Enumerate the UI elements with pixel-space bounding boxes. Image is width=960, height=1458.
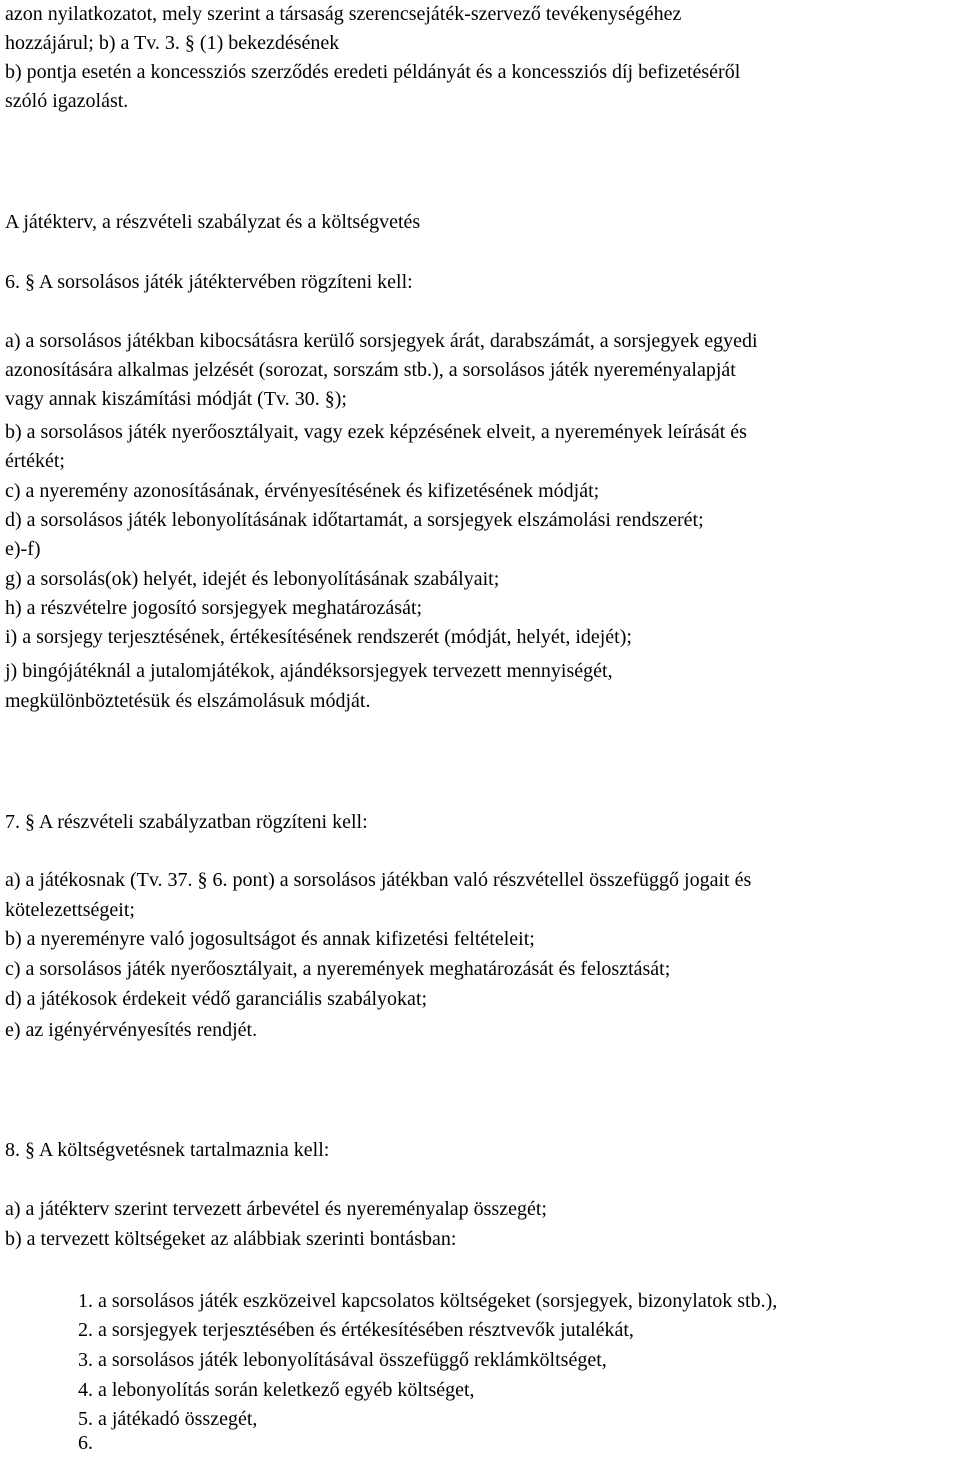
section-6-line: j) bingójátéknál a jutalomjátékok, ajándéksorsjegyek tervezett mennyiségét,: [5, 660, 613, 682]
section-6-line: c) a nyeremény azonosításának, érvényesítésének és kifizetésének módját;: [5, 480, 600, 502]
section-6-line: a) a sorsolásos játékban kibocsátásra kerülő sorsjegyek árát, darabszámát, a sorsjegyek egyedi: [5, 330, 758, 352]
cost-list-item: 6.: [78, 1432, 93, 1454]
cost-list-item: 2. a sorsjegyek terjesztésében és értékesítésében résztvevők jutalékát,: [78, 1319, 634, 1341]
intro-line-3: b) pontja esetén a koncessziós szerződés eredeti példányát és a koncessziós díj befizetéséről: [5, 61, 741, 83]
section-8-heading: 8. § A költségvetésnek tartalmaznia kell:: [5, 1139, 330, 1161]
section-6-line: i) a sorsjegy terjesztésének, értékesítésének rendszerét (módját, helyét, idejét);: [5, 626, 632, 648]
section-6-heading: 6. § A sorsolásos játék játéktervében rögzíteni kell:: [5, 271, 413, 293]
section-6-line: vagy annak kiszámítási módját (Tv. 30. §);: [5, 388, 347, 410]
intro-line-4: szóló igazolást.: [5, 90, 129, 112]
section-heading: A játékterv, a részvételi szabályzat és a költségvetés: [5, 211, 421, 233]
section-7-line: c) a sorsolásos játék nyerőosztályait, a nyeremények meghatározását és felosztását;: [5, 958, 671, 980]
section-6-line: h) a részvételre jogosító sorsjegyek meghatározását;: [5, 597, 423, 619]
section-7-line: e) az igényérvényesítés rendjét.: [5, 1019, 258, 1041]
cost-list-item: 1. a sorsolásos játék eszközeivel kapcsolatos költségeket (sorsjegyek, bizonylatok stb.),: [78, 1290, 778, 1312]
section-6-line: d) a sorsolásos játék lebonyolításának időtartamát, a sorsjegyek elszámolási rendszerét;: [5, 509, 704, 531]
cost-list-item: 5. a játékadó összegét,: [78, 1408, 258, 1430]
section-8-line: b) a tervezett költségeket az alábbiak szerinti bontásban:: [5, 1228, 457, 1250]
section-8-line: a) a játékterv szerint tervezett árbevétel és nyereményalap összegét;: [5, 1198, 547, 1220]
section-6-line: értékét;: [5, 450, 65, 472]
section-6-line: azonosítására alkalmas jelzését (sorozat, sorszám stb.), a sorsolásos játék nyereményalapját: [5, 359, 736, 381]
section-7-line: b) a nyereményre való jogosultságot és annak kifizetési feltételeit;: [5, 928, 535, 950]
section-6-line: g) a sorsolás(ok) helyét, idejét és lebonyolításának szabályait;: [5, 568, 500, 590]
intro-line-1: azon nyilatkozatot, mely szerint a társaság szerencsejáték-szervező tevékenységéhez: [5, 3, 682, 25]
cost-list-item: 3. a sorsolásos játék lebonyolításával összefüggő reklámköltséget,: [78, 1349, 607, 1371]
section-6-line: b) a sorsolásos játék nyerőosztályait, vagy ezek képzésének elveit, a nyeremények leírását és: [5, 421, 747, 443]
section-7-line: d) a játékosok érdekeit védő garanciális szabályokat;: [5, 988, 428, 1010]
section-7-heading: 7. § A részvételi szabályzatban rögzíteni kell:: [5, 811, 368, 833]
cost-list-item: 4. a lebonyolítás során keletkező egyéb költséget,: [78, 1379, 475, 1401]
section-7-line: a) a játékosnak (Tv. 37. § 6. pont) a sorsolásos játékban való részvétellel összefüggő jogait és: [5, 869, 752, 891]
section-6-line: megkülönböztetésük és elszámolásuk módját.: [5, 690, 371, 712]
section-7-line: kötelezettségeit;: [5, 899, 135, 921]
section-6-line: e)-f): [5, 538, 41, 560]
intro-line-2: hozzájárul; b) a Tv. 3. § (1) bekezdésének: [5, 32, 340, 54]
